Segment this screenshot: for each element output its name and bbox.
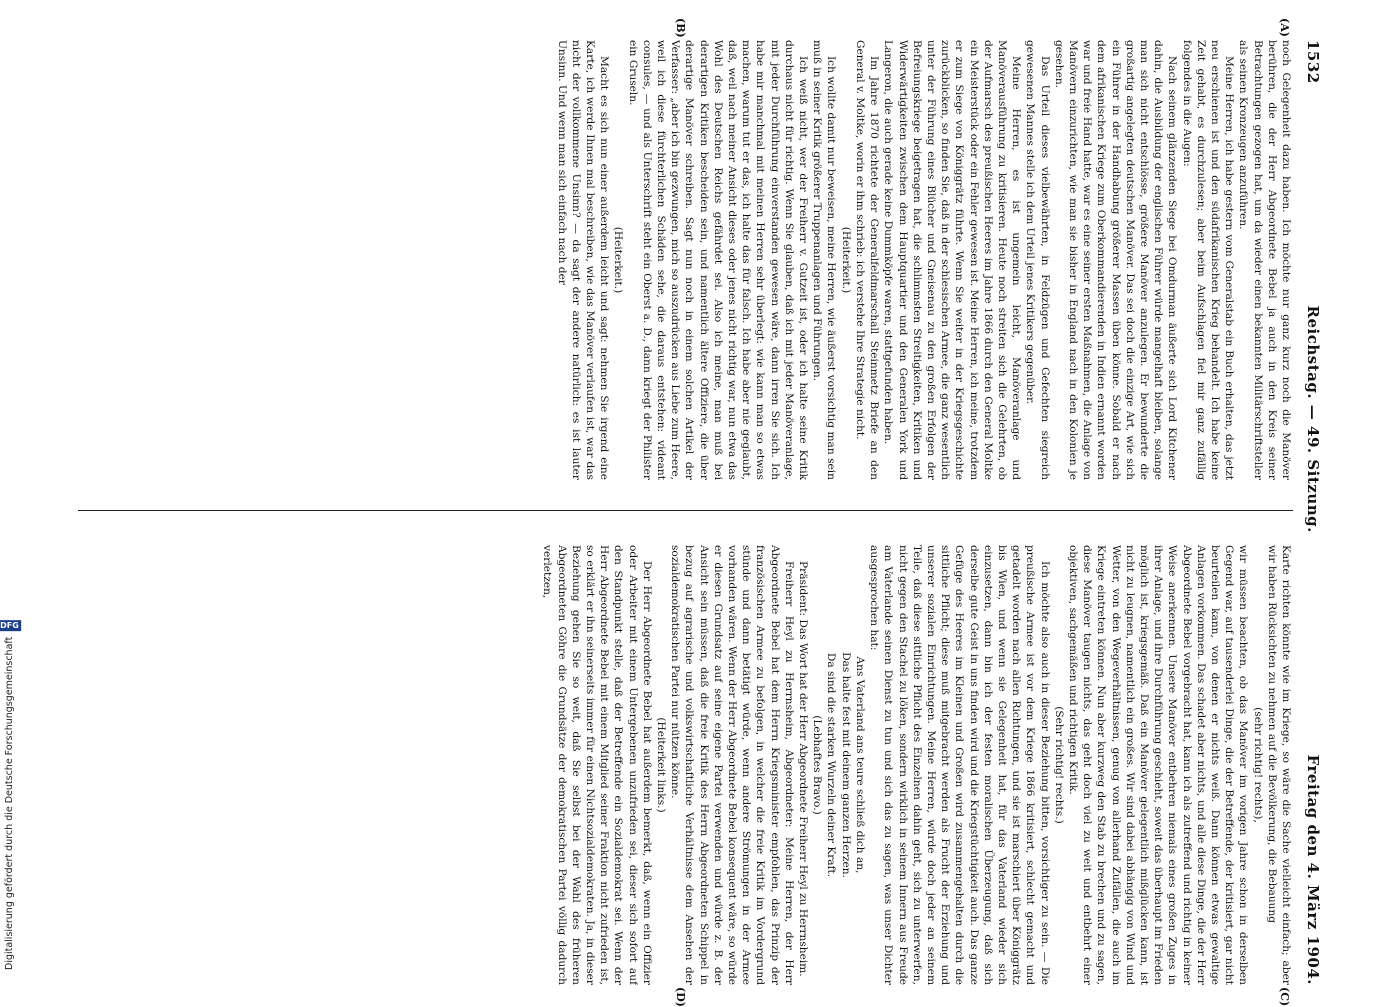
paragraph: wir müssen beachten, ob das Manöver im vorigen Jahre schon in derselben Gegend war, auf tausenderlei Dinge, die der Betreffende, der kritisiert, gar nicht beurteilen kann, von denen er nichts weiß. Dann können etwas gewaltige Anlagen vorkommen. Das schadet aber nichts, und alle diese Dinge, die der Herr Abgeordnete Bebel vorgebracht hat, kann ich als zutreffend und richtig in keiner Weise anerkennen. Unsere Manöver entbehren niemals eines großen Zuges in ihrer Anlage, und ihre Durchführung geschieht, soweit das überhaupt im Frieden möglich ist, kriegsgemäß. Daß ein Manöver gelegentlich mißglücken kann, ist nicht zu leugnen, namentlich ein großes. Wir sind dabei abhängig von Wind und Wetter, von den Wegeverhältnissen, genug von allerhand Zufällen, die auch im Kriege eintreten können. Nun aber kurzweg den Stab zu brechen und zu sagen, diese Manöver taugen nichts, das geht doch viel zu weit und entbehrt einer objektiven, sachgemäßen und richtigen Kritik. [1066, 545, 1250, 985]
digitization-credit [0, 0, 18, 1000]
margin-mark-c: (C) [1278, 987, 1291, 1007]
paragraph: Freiherr Heyl zu Herrnsheim, Abgeordneter: Meine Herren, der Herr Abgeordnete Bebel hat dem Herrn Kriegsminister empfohlen, das Prinzip der französischen Armee zu befolgen, in welcher die freie Kritik im Vordergrund stünde und dann betätigt würde, wenn andere Strömungen in der Armee vorhanden wären. Wenn der Herr Abgeordnete Bebel konsequent wäre, so würde er diesen Grundsatz auf seine eigene Partei verwenden und würde z. B. der Ansicht sein müssen, daß die freie Kritik des Herrn Abgeordneten Schippel in bezug auf agrarische und volkswirtschaftliche Verhältnisse dem Ansehen der sozialdemokratischen Partei nur nützen könne. [669, 545, 795, 985]
interjection: (Heiterkeit.) [839, 226, 852, 294]
margin-mark-a: (A) [1278, 18, 1291, 37]
verse-line: Das halte fest mit deinem ganzen Herzen. [839, 652, 852, 878]
margin-mark-b: (B) [674, 18, 687, 38]
paragraph: Ich möchte also auch in dieser Beziehung bitten, vorsichtiger zu sein. — Die preußische Armee ist vor dem Kriege 1866 kritisiert, schlecht gemacht und getadelt worden nach allen Richtungen, und sie ist marschiert über Königgrätz bis Wien, und wenn sie Gelegenheit hat, für das Vaterland wieder sich einzusetzen, dann bin ich der festen moralischen Überzeugung, daß sich derselbe gute Geist in uns finden wird und die Kriegstüchtigkeit auch. Das ganze Gefüge des Heeres im Kleinen und Großen wird zusammengehalten durch die sittliche Pflicht; diese muß mitgebracht werden als Frucht der Erziehung und unserer sozialen Einrichtungen. Meine Herren, würde doch jeder an seinem Teile, daß diese sittliche Pflicht des Einzelnen dahin geht, sich zu unterwerfen, nicht gegen den Stachel zu löken, sondern wirklich in seinem Innern aus Freude am Vaterlande seinen Dienst zu tun und sich das zu sagen, was unser Dichter ausgesprochen hat: [868, 545, 1051, 985]
page-number: 1532 [1304, 40, 1322, 84]
paragraph: Im Jahre 1870 richtete der Generalfeldmarschall Steinmetz Briefe an den General v. Moltke, worin er ihm schrieb: ich verstehe Ihre Strategie nicht. [853, 40, 881, 480]
column-divider [78, 510, 1293, 511]
interjection: (Lebhaftes Bravo.) [811, 715, 824, 815]
right-text-column [78, 545, 1293, 985]
paragraph: Der Herr Abgeordnete Bebel hat außerdem bemerkt, daß, wenn ein Offizier oder Arbeiter mit einem Untergebenen unzufrieden sei, dieser sich sofort auf den Standpunkt stelle, daß der Betreffende ein Sozialdemokrat sei. Wenn der Herr Abgeordnete Bebel mit einem Mitglied seiner Fraktion nicht zufrieden ist, so erklärt er ihn seinerseits immer für einen Nichtsozialdemokraten. Ja, in dieser Beziehung gehen Sie so weit, daß Sie selbst bei der Wahl des früheren Abgeordneten Göhre die Grundsätze der demokratischen Partei völlig dadurch verletzen, [541, 545, 653, 985]
paragraph: Ich weiß nicht, wer der Freiherr v. Gutzeit ist, oder ich halte seine Kritik durchaus nicht für richtig. Wenn Sie glauben, daß ich mit jeder Manöveranlage, mit jeder Durchführung einverstanden gewesen wäre, dann irren Sie sich. Ich habe mir manchmal mit meinen Herren sehr überlegt: wie kann man so etwas machen, warum tut er das, ich halte das für falsch. Ich habe aber nie geglaubt, daß, weil nach meiner Ansicht dieses oder jenes nicht richtig war, nun etwa das Wohl des Deutschen Reichs gefährdet sei. Also ich meine, man muß bei derartigen Kritiken bescheiden sein, und namentlich ältere Offiziere, die über derartige Manöver schreiben. Sagt nun noch in einem solchen Artikel der Verfasser: „aber ich bin gezwungen, mich so auszudrücken aus Liebe zum Heere, weil ich diese fürchterlichen Schäden sehe, die daraus entstehen: videant consules, — und als Unterschrift steht ein Oberst a. D., dann kriegt der Philister ein Gruseln. [626, 40, 810, 480]
paragraph: Karte richten könnte wie im Kriege, so wäre die Sache vielleicht einfach; aber wir haben Rücksichten zu nehmen auf die Bevölkerung, die Bebauung [1265, 545, 1292, 985]
dfg-logo: DFG [0, 620, 20, 631]
paragraph: Macht es sich nun einer außerdem leicht und sagt: nehmen Sie irgend eine Karte, ich werde Ihnen mal beschreiben, wie das Manöver verlaufen ist, war das nicht der vollkommene Unsinn? — da sagt der andere natürlich: es ist lauter Unsinn. Und wenn man sich einfach nach der [555, 40, 611, 480]
paragraph: Ich wollte damit nur beweisen, meine Herren, wie äußerst vorsichtig man sein muß in seiner Kritik größerer Truppenanlagen und Führungen. [811, 40, 838, 480]
paragraph: Meine Herren, es ist ungemein leicht, Manöveranlage und Manöverausführung zu kritisieren. Heute noch streiten sich die Gelehrten, ob der Aufmarsch des preußischen Heeres im Jahre 1866 durch den General Moltke ein Meisterstück oder ein Fehler gewesen ist. Meine Herren, ich meine, trotzdem er zum Siege von Königgrätz führte. Wenn Sie weiter in der Kriegsgeschichte zurückblicken, so finden Sie, daß in der schlesischen Armee, die ganz wesentlich unter der Führung eines Blücher und Gneisenau zu den großen Erfolgen der Befreiungskriege beigetragen hat, die schlimmsten Streitigkeiten, Kritiken und Widerwärtigkeiten zwischen dem Hauptquartier und den Generalen York und Langeron, die auch gerade keine Dummköpfe waren, stattgefunden haben. [882, 40, 1023, 480]
paragraph: noch Gelegenheit dazu haben. Ich möchte nur ganz kurz noch die Manöver berühren, die der Herr Abgeordnete Bebel ja auch in den Kreis seiner Betrachtungen gezogen hat, um da wieder einen bekannten Militärschriftsteller als seinen Kronzeugen anzuführen. [1237, 40, 1292, 480]
interjection: (Heiterkeit.) [612, 226, 625, 294]
interjection: (Heiterkeit links.) [655, 717, 668, 813]
paragraph: Nach seinem glänzenden Siege bei Omdurman äußerte sich Lord Kitchener dahin, die Ausbildung der englischen Führer würde mangelhaft bleiben, solange man sich nicht entschlösse, größere Manöver anzulegen. Er bewunderte die großartig angelegten deutschen Manöver. Das sei doch die einzige Art, wie sich ein Führer in der Handhabung größerer Massen üben könne. Sobald er nach dem afrikanischen Kriege zum Oberkommandierenden in Indien ernannt worden war und freie Hand hatte, war es eine seiner ersten Maßnahmen, die Anlage von Manövern einzurichten, wie man sie bisher in England nach in den Kolonien je gesehen. [1052, 40, 1179, 480]
paragraph: Meine Herren, ich habe gestern vom Generalstab ein Buch erhalten, das jetzt neu erschienen ist und den südafrikanischen Krieg behandelt. Ich habe keine Zeit gehabt, es durchzulesen; aber beim Aufschlagen fiel mir ganz zufällig folgendes in die Augen: [1180, 40, 1236, 480]
interjection: (Sehr richtig! rechts.) [1052, 706, 1065, 824]
session-title: Reichstag. — 49. Sitzung. [1304, 305, 1322, 533]
page-header [1299, 40, 1327, 985]
margin-mark-d: (D) [674, 987, 687, 1007]
credit-text: Digitalisierung gefördert durch die Deutsche Forschungsgemeinschaft [3, 636, 15, 970]
rotated-page-content [67, 18, 1327, 1007]
verse-line: Ans Vaterland ans teure schließ dich an, [853, 656, 866, 874]
paragraph: Das Urteil dieses vielbewährten, in Feldzügen und Gefechten siegreich gewesenen Mannes stelle ich dem Urteil jenes Kritikers gegenüber. [1024, 40, 1051, 480]
interjection: (sehr richtig! rechts), [1251, 707, 1264, 823]
paragraph: Präsident: Das Wort hat der Herr Abgeordnete Freiherr Heyl zu Herrnsheim. [797, 561, 810, 977]
session-date: Freitag den 4. März 1904. [1304, 754, 1322, 985]
left-text-column [78, 40, 1293, 480]
verse-line: Da sind die starken Wurzeln deiner Kraft. [825, 652, 838, 878]
